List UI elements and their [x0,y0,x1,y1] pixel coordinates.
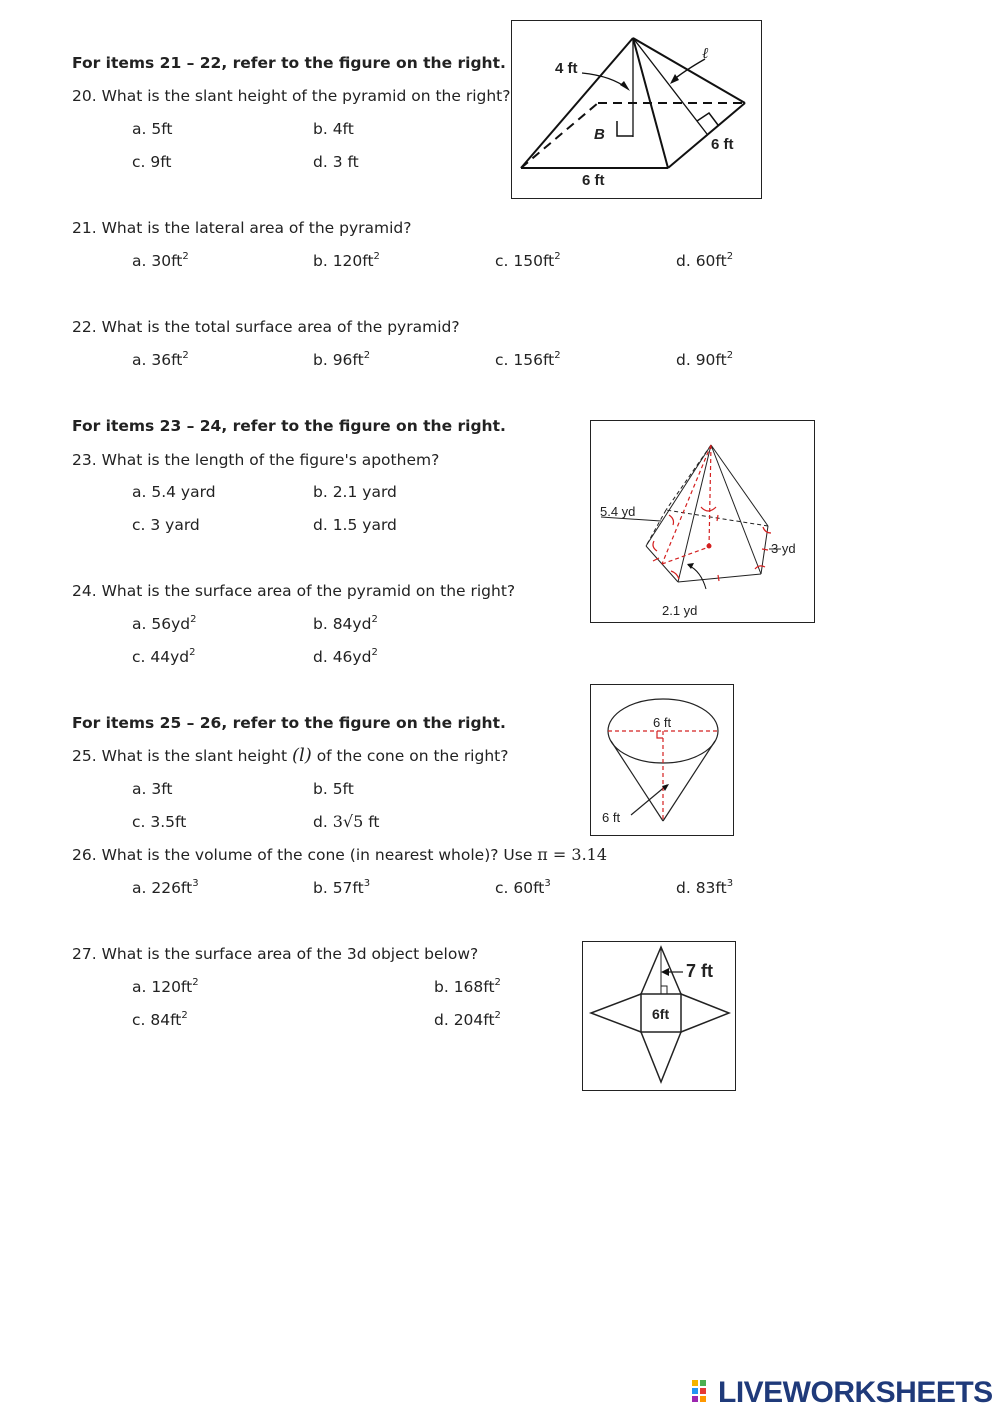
label-height: 6 ft [602,810,621,825]
choice-25-c[interactable]: c. 3.5ft [132,813,187,831]
choice-20-a[interactable]: a. 5ft [132,120,173,138]
pyramid-net-figure [582,941,736,1091]
question-22-stem: 22. What is the total surface area of the pyramid? [72,318,460,336]
choice-27-b[interactable]: b. $168ft^2$ [434,977,501,996]
question-26-stem: 26. What is the volume of the cone (in nearest whole)? Use π = 3.14 [72,845,608,864]
question-25-stem: 25. What is the slant height (l) of the cone on the right? [72,745,509,766]
label-base: B [594,126,605,143]
square-pyramid-figure [511,20,762,199]
choice-22-c[interactable]: c. $156ft^2$ [495,350,561,369]
label-slant: ℓ [702,44,709,62]
question-23-stem: 23. What is the length of the figure's apothem? [72,451,440,469]
label-diameter: 6 ft [653,715,672,730]
choice-27-d[interactable]: d. $204ft^2$ [434,1010,501,1029]
section-heading-2: For items 23 – 24, refer to the figure on the right. [72,417,506,435]
cone-figure [590,684,734,836]
choice-23-c[interactable]: c. 3 yard [132,516,200,534]
question-21-stem: 21. What is the lateral area of the pyramid? [72,219,412,237]
label-side-right: 6 ft [711,136,734,153]
label-apothem: 2.1 yd [662,603,698,618]
choice-21-c[interactable]: c. $150ft^2$ [495,251,561,270]
label-slant: 5.4 yd [600,504,636,519]
section-heading-1: For items 21 – 22, refer to the figure on the right. [72,54,506,72]
label-base: 6ft [652,1006,670,1022]
choice-23-d[interactable]: d. 1.5 yard [313,516,397,534]
choice-24-c[interactable]: c. $44yd^2$ [132,647,196,666]
label-side: 3 yd [771,541,796,556]
choice-24-d[interactable]: d. $46yd^2$ [313,647,378,666]
choice-22-d[interactable]: d. $90ft^2$ [676,350,734,369]
choice-26-d[interactable]: d. $83ft^3$ [676,878,734,897]
choice-27-c[interactable]: c. $84ft^2$ [132,1010,188,1029]
choice-26-b[interactable]: b. $57ft^3$ [313,878,371,897]
brand-logo-text[interactable]: LIVEWORKSHEETS [718,1376,993,1409]
choice-26-c[interactable]: c. $60ft^3$ [495,878,551,897]
question-24-stem: 24. What is the surface area of the pyramid on the right? [72,582,516,600]
choice-27-a[interactable]: a. $120ft^2$ [132,977,199,996]
section-heading-3: For items 25 – 26, refer to the figure on the right. [72,714,506,732]
choice-23-b[interactable]: b. 2.1 yard [313,483,397,501]
choice-22-b[interactable]: b. $96ft^2$ [313,350,371,369]
choice-24-a[interactable]: a. $56yd^2$ [132,614,197,633]
choice-21-a[interactable]: a. $30ft^2$ [132,251,189,270]
choice-20-d[interactable]: d. 3 ft [313,153,359,171]
choice-20-c[interactable]: c. 9ft [132,153,172,171]
liveworksheets-logo-icon [692,1380,714,1402]
choice-23-a[interactable]: a. 5.4 yard [132,483,216,501]
label-slant: 7 ft [686,961,713,981]
choice-22-a[interactable]: a. $36ft^2$ [132,350,189,369]
label-height: 4 ft [555,60,578,77]
choice-21-d[interactable]: d. $60ft^2$ [676,251,734,270]
choice-25-a[interactable]: a. 3ft [132,780,173,798]
choice-24-b[interactable]: b. $84yd^2$ [313,614,378,633]
question-20-stem: 20. What is the slant height of the pyramid on the right? [72,87,511,105]
question-27-stem: 27. What is the surface area of the 3d object below? [72,945,479,963]
choice-21-b[interactable]: b. $120ft^2$ [313,251,380,270]
choice-25-d[interactable]: d. 3√5 ft [313,812,380,831]
label-side-bottom: 6 ft [582,172,605,189]
pentagonal-pyramid-figure [590,420,815,623]
choice-20-b[interactable]: b. 4ft [313,120,354,138]
choice-25-b[interactable]: b. 5ft [313,780,354,798]
choice-26-a[interactable]: a. $226ft^3$ [132,878,199,897]
